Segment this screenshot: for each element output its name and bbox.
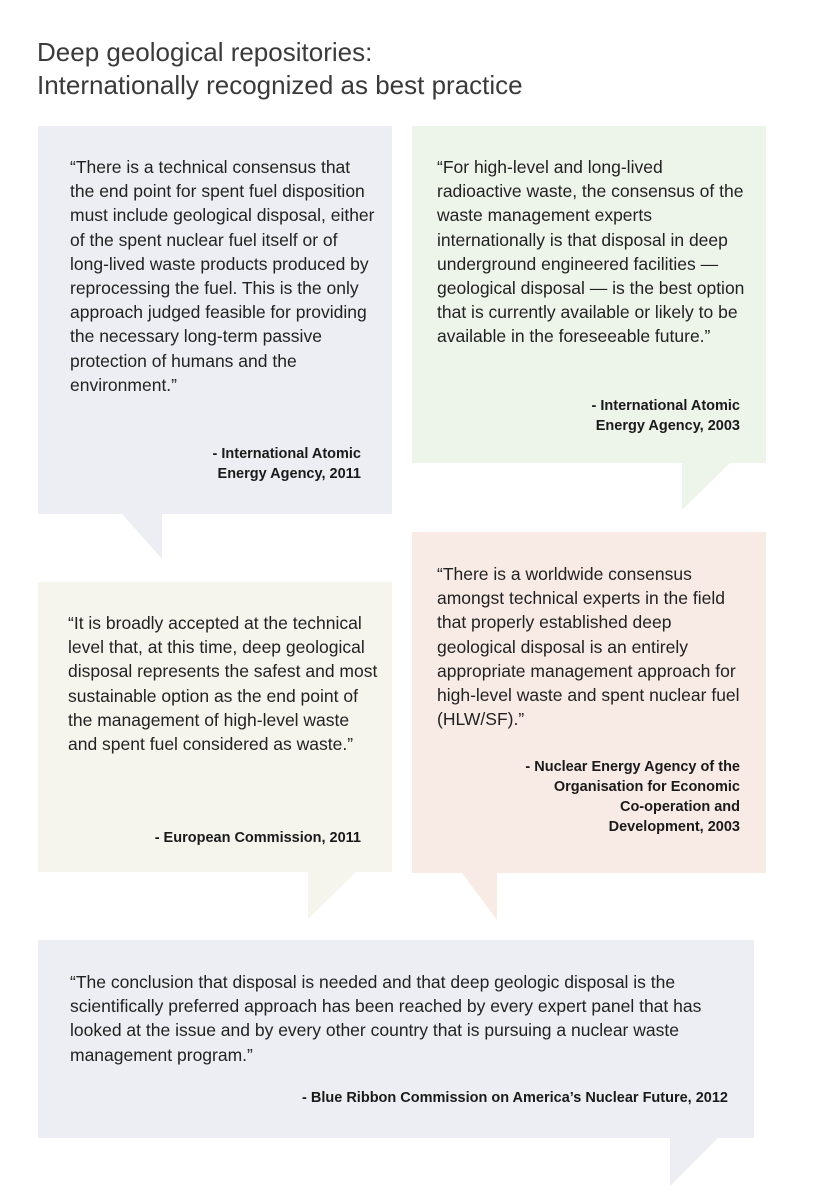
- quote-bubble-iaea-2011: [38, 126, 392, 514]
- title-line-2: Internationally recognized as best practice: [37, 70, 523, 100]
- speech-tail: [670, 1138, 718, 1186]
- quote-text: “There is a worldwide consensus amongst technical experts in the field that properly established deep geological disposal is an entirely appropriate management approach for high-level waste and spent nuclear fuel (HLW/SF).”: [437, 564, 740, 730]
- quote-source: [111, 444, 361, 484]
- quote-source: [128, 1088, 728, 1108]
- quote-bubble-nea-oecd: [412, 532, 766, 873]
- quote-bubble-blue-ribbon: [38, 940, 754, 1138]
- quote-source-line: Energy Agency, 2011: [217, 466, 361, 482]
- quote-source-line: - European Commission, 2011: [154, 830, 361, 846]
- speech-tail: [462, 873, 497, 920]
- quote-source-line: - International Atomic: [212, 446, 361, 462]
- page-title: [37, 36, 777, 102]
- quote-bubble-iaea-2003: [412, 126, 766, 463]
- quote-source: [81, 828, 361, 848]
- quote-text: “It is broadly accepted at the technical level that, at this time, deep geological disposal represents the safest and most sustainable option as the end point of the management of high-level waste and spent fuel considered as waste.”: [68, 613, 378, 755]
- quote-source-line: Organisation for Economic: [553, 779, 740, 795]
- quote-bubble-european-commission: [38, 582, 392, 872]
- quote-source-line: - Nuclear Energy Agency of the: [525, 759, 740, 775]
- quote-source-line: Energy Agency, 2003: [595, 418, 740, 434]
- speech-tail: [308, 872, 356, 919]
- title-line-1: Deep geological repositories:: [37, 37, 373, 67]
- quote-source-line: Co-operation and: [619, 799, 740, 815]
- quote-text: “For high-level and long-lived radioactive waste, the consensus of the waste management experts internationally is that disposal in deep underground engineered facilities — geological disposal — is the best option that is currently available or likely to be available in the foreseeable future.”: [437, 157, 745, 347]
- quote-text: “There is a technical consensus that the end point for spent fuel disposition must include geological disposal, either of the spent nuclear fuel itself or of long-lived waste products produced by reprocessing the fuel. This is the only approach judged feasible for providing the necessary long-term passive protection of humans and the environment.”: [70, 157, 375, 395]
- quote-source-line: - International Atomic: [591, 398, 740, 414]
- quote-source: [490, 396, 740, 436]
- speech-tail: [682, 463, 730, 510]
- quote-text: “The conclusion that disposal is needed and that deep geologic disposal is the scientifically preferred approach has been reached by every expert panel that has looked at the issue and by every other country that is pursuing a nuclear waste management program.”: [70, 972, 702, 1065]
- speech-tail: [122, 514, 162, 559]
- quote-source-line: Development, 2003: [608, 819, 740, 835]
- quote-source: [460, 757, 740, 837]
- quote-source-line: - Blue Ribbon Commission on America’s Nuclear Future, 2012: [302, 1090, 728, 1106]
